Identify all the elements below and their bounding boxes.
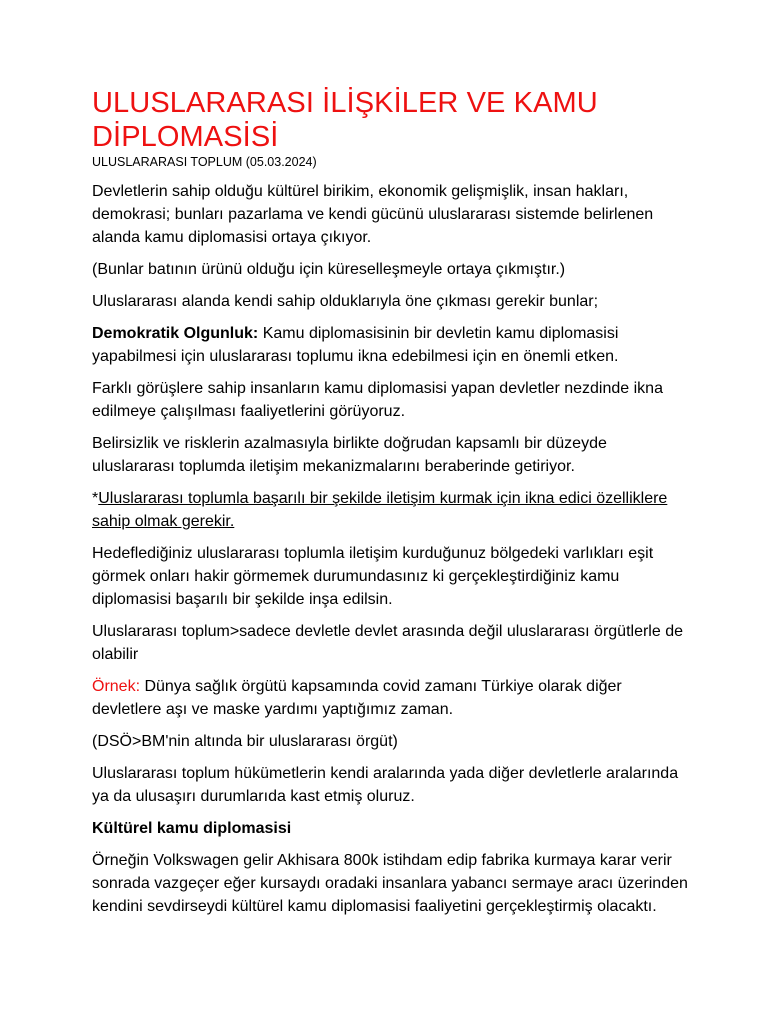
paragraph-note: (Bunlar batının ürünü olduğu için küreselleşmeyle ortaya çıkmıştır.) <box>92 261 566 278</box>
democratic-maturity-label: Demokratik Olgunluk: <box>92 325 259 342</box>
document-page <box>92 86 692 927</box>
paragraph-communication-note <box>92 487 692 533</box>
underlined-communication-text: Uluslararası toplumla başarılı bir şekilde iletişim kurmak için ikna edici özelliklere sahip olmak gerekir. <box>92 490 668 530</box>
document-title: ULUSLARARASI İLİŞKİLER VE KAMU DİPLOMASİSİ <box>92 87 598 153</box>
document-subtitle: ULUSLARARASI TOPLUM (05.03.2024) <box>92 155 317 169</box>
paragraph-intro: Devletlerin sahip olduğu kültürel birikim, ekonomik gelişmişlik, insan hakları, demokrasi; bunları pazarlama ve kendi gücünü uluslararası sistemde belirlenen alanda kamu diplomasisi ortaya çıkıyor. <box>92 183 654 246</box>
paragraph-who-note: (DSÖ>BM'nin altında bir uluslararası örgüt) <box>92 733 398 750</box>
democratic-maturity-text: Kamu diplomasisinin bir devletin kamu diplomasisi yapabilmesi için uluslararası toplumu ikna edebilmesi için en önemli etken. <box>92 325 619 365</box>
paragraph-prominence: Uluslararası alanda kendi sahip olduklarıyla öne çıkması gerekir bunlar; <box>92 293 599 310</box>
paragraph-uncertainty: Belirsizlik ve risklerin azalmasıyla birlikte doğrudan kapsamlı bir düzeyde uluslararası toplumda iletişim mekanizmalarını beraberinde getiriyor. <box>92 435 607 475</box>
example-label: Örnek: <box>92 678 141 695</box>
asterisk-prefix: * <box>92 490 99 507</box>
paragraph-volkswagen-example: Örneğin Volkswagen gelir Akhisara 800k istihdam edip fabrika kurmaya karar verir sonrada vazgeçer eğer kursaydı oradaki insanlara yabancı sermaye aracı üzerinden kendini sevdirseydi kültürel kamu diplomasisi faaliyetini gerçekleştirmiş olacaktı. <box>92 852 688 915</box>
cultural-diplomacy-heading: Kültürel kamu diplomasisi <box>92 820 292 837</box>
example-text: Dünya sağlık örgütü kapsamında covid zamanı Türkiye olarak diğer devletlere aşı ve maske yardımı yaptığımız zaman. <box>92 678 622 718</box>
paragraph-persuasion: Farklı görüşlere sahip insanların kamu diplomasisi yapan devletler nezdinde ikna edilmeye çalışılması faaliyetlerini görüyoruz. <box>92 380 663 420</box>
paragraph-example <box>92 675 692 721</box>
paragraph-democratic-maturity <box>92 322 692 368</box>
paragraph-international-society: Uluslararası toplum>sadece devletle devlet arasında değil uluslararası örgütlerle de olabilir <box>92 623 683 663</box>
paragraph-governments: Uluslararası toplum hükümetlerin kendi aralarında yada diğer devletlerle aralarında ya da ulusaşırı durumlarıda kast etmiş oluruz. <box>92 765 679 805</box>
paragraph-equality: Hedeflediğiniz uluslararası toplumla iletişim kurduğunuz bölgedeki varlıkları eşit görmek onları hakir görmemek durumundasınız ki gerçekleştirdiğiniz kamu diplomasisi başarılı bir şekilde inşa edilsin. <box>92 545 654 608</box>
